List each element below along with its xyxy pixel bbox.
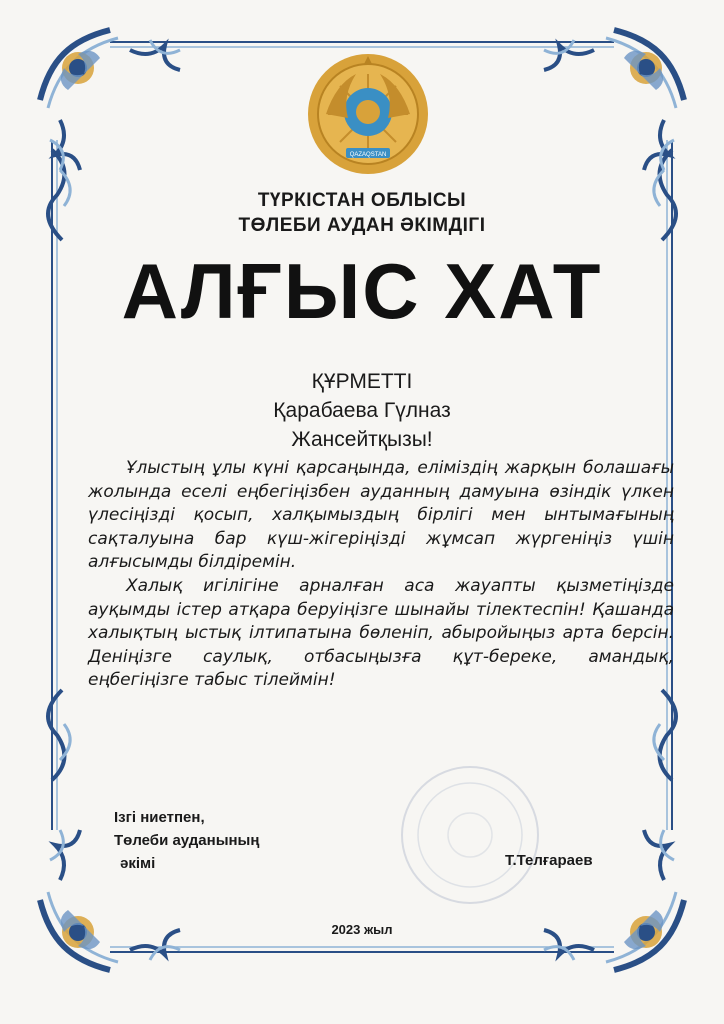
addressee-salutation: ҚҰРМЕТТІ: [311, 370, 413, 393]
signature-position: Төлеби ауданының: [114, 832, 260, 849]
letter-body: [88, 457, 674, 693]
signer-name: Т.Телғараев: [505, 852, 593, 869]
org-region: ТҮРКІСТАН ОБЛЫСЫ: [257, 190, 467, 211]
state-emblem-icon: [306, 52, 430, 176]
document-year: 2023 жыл: [331, 922, 393, 937]
letter-paragraph-2: Халық игілігіне арналған аса жауапты қызметіңізде ауқымды істер атқара беруіңізге шынайы тілектеспін! Қашанда халықтың ыстық ілтипатына бөленіп, абыройыңыз арта берсін. Деніңізге саулық, отбасыңызға құт-береке, амандық, еңбегіңізге табыс тілеймін!: [88, 575, 674, 691]
signature-block: [114, 806, 259, 875]
page-title: АЛҒЫС ХАТ: [121, 247, 603, 335]
letter-paragraph-1: Ұлыстың ұлы күні қарсаңында, еліміздің жарқын болашағы жолында еселі еңбегіңізбен ауданның дамуына өзіндік үлкен үлесіңізді қосып, халқымыздың бірлігі мен ынтымағының сақталуына бар күш-жігеріңізді жұмсап жүргеніңіз үшін алғысымды білдіремін.: [88, 458, 674, 573]
signature-closing: Ізгі ниетпен,: [114, 809, 205, 826]
stamp-seal-icon: [395, 760, 545, 910]
signature-title: әкімі: [120, 855, 156, 872]
addressee-name: Қарабаева Гүлназ: [273, 399, 451, 422]
emblem-banner-text: QAZAQSTAN: [349, 152, 387, 158]
org-district: ТӨЛЕБИ АУДАН ӘКІМДІГІ: [238, 215, 486, 236]
addressee-patronymic: Жансейтқызы!: [291, 428, 433, 451]
